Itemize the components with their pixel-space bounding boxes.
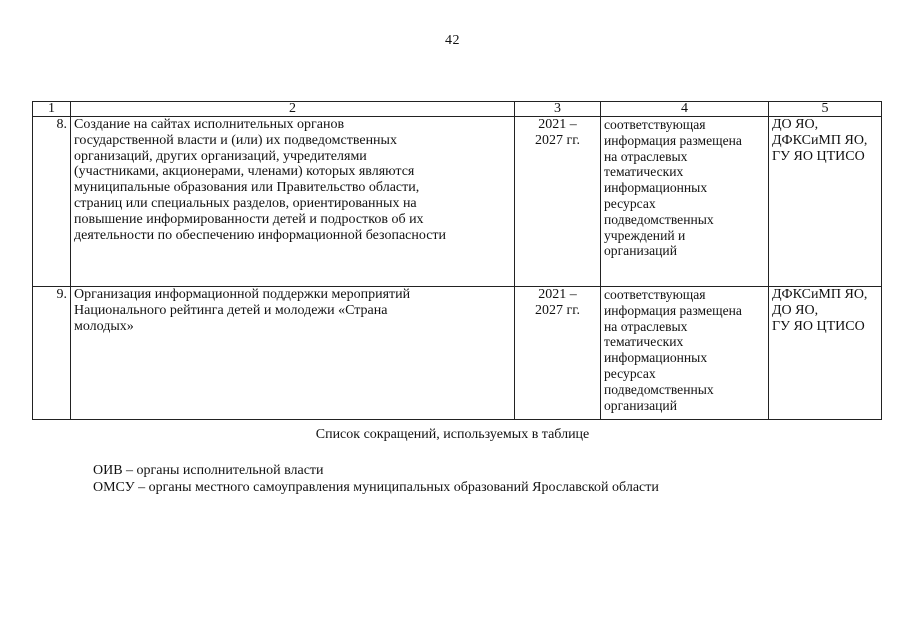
status-line: тематических [604, 164, 684, 180]
column-header: 3 [515, 102, 601, 117]
description-line: молодых» [74, 318, 134, 334]
executor-line: ДФКСиМП ЯО, [772, 132, 868, 148]
executor-line: ГУ ЯО ЦТИСО [772, 318, 865, 334]
description-line: повышение информированности детей и подростков об их [74, 211, 424, 227]
period-cell [515, 287, 601, 420]
header-row [33, 102, 882, 117]
executors-cell [769, 117, 882, 287]
column-header: 1 [33, 102, 71, 117]
executor-line: ДО ЯО, [772, 117, 819, 132]
description-line: деятельности по обеспечению информационной безопасности [74, 227, 447, 243]
description-line: муниципальные образования или Правительство области, [74, 180, 420, 196]
abbreviation-item: ОИВ – органы исполнительной власти [93, 463, 324, 478]
status-line: подведомственных [604, 211, 714, 227]
description-line: (участниками, акционерами, членами) которых являются [74, 164, 415, 180]
abbreviations-title: Список сокращений, используемых в таблице [315, 427, 590, 442]
status-line: информационных [604, 180, 708, 196]
status-line: ресурсах [604, 365, 656, 381]
status-line: информационных [604, 350, 708, 366]
status-line: подведомственных [604, 381, 714, 397]
status-line: информация размещена [604, 132, 742, 148]
status-line: на отраслевых [604, 318, 688, 334]
description-line: организаций, других организаций, учредителями [74, 148, 367, 164]
measure-description [71, 117, 515, 287]
status-line: организаций [604, 397, 677, 413]
executor-line: ДО ЯО, [772, 302, 819, 318]
executors-cell [769, 287, 882, 420]
column-header: 4 [601, 102, 769, 117]
period-line: 2027 гг. [535, 302, 580, 318]
column-header: 2 [71, 102, 515, 117]
page-number: 42 [445, 33, 460, 48]
status-line: тематических [604, 334, 684, 350]
description-line: государственной власти и (или) их подведомственных [74, 132, 397, 148]
status-cell [601, 287, 769, 420]
measures-table [32, 101, 882, 420]
row-number: 9. [33, 287, 71, 420]
description-line: Национального рейтинга детей и молодежи «Страна [74, 302, 388, 318]
status-line: соответствующая [604, 117, 706, 132]
period-line: 2021 – [538, 287, 577, 302]
executor-line: ДФКСиМП ЯО, [772, 287, 868, 302]
status-line: организаций [604, 243, 677, 259]
period-cell [515, 117, 601, 287]
measure-description [71, 287, 515, 420]
description-line: Организация информационной поддержки мероприятий [74, 287, 411, 302]
status-line: ресурсах [604, 195, 656, 211]
table-row [33, 117, 882, 287]
period-line: 2027 гг. [535, 132, 580, 148]
row-number: 8. [33, 117, 71, 287]
description-line: Создание на сайтах исполнительных органов [74, 117, 345, 132]
period-line: 2021 – [538, 117, 577, 132]
column-header: 5 [769, 102, 882, 117]
status-cell [601, 117, 769, 287]
table-row [33, 287, 882, 420]
status-line: информация размещена [604, 302, 742, 318]
abbreviation-item: ОМСУ – органы местного самоуправления муниципальных образований Ярославской области [93, 480, 659, 495]
status-line: на отраслевых [604, 148, 688, 164]
executor-line: ГУ ЯО ЦТИСО [772, 148, 865, 164]
status-line: учреждений и [604, 227, 686, 243]
description-line: страниц или специальных разделов, ориентированных на [74, 195, 417, 211]
status-line: соответствующая [604, 287, 706, 302]
abbreviations-list [93, 462, 659, 496]
